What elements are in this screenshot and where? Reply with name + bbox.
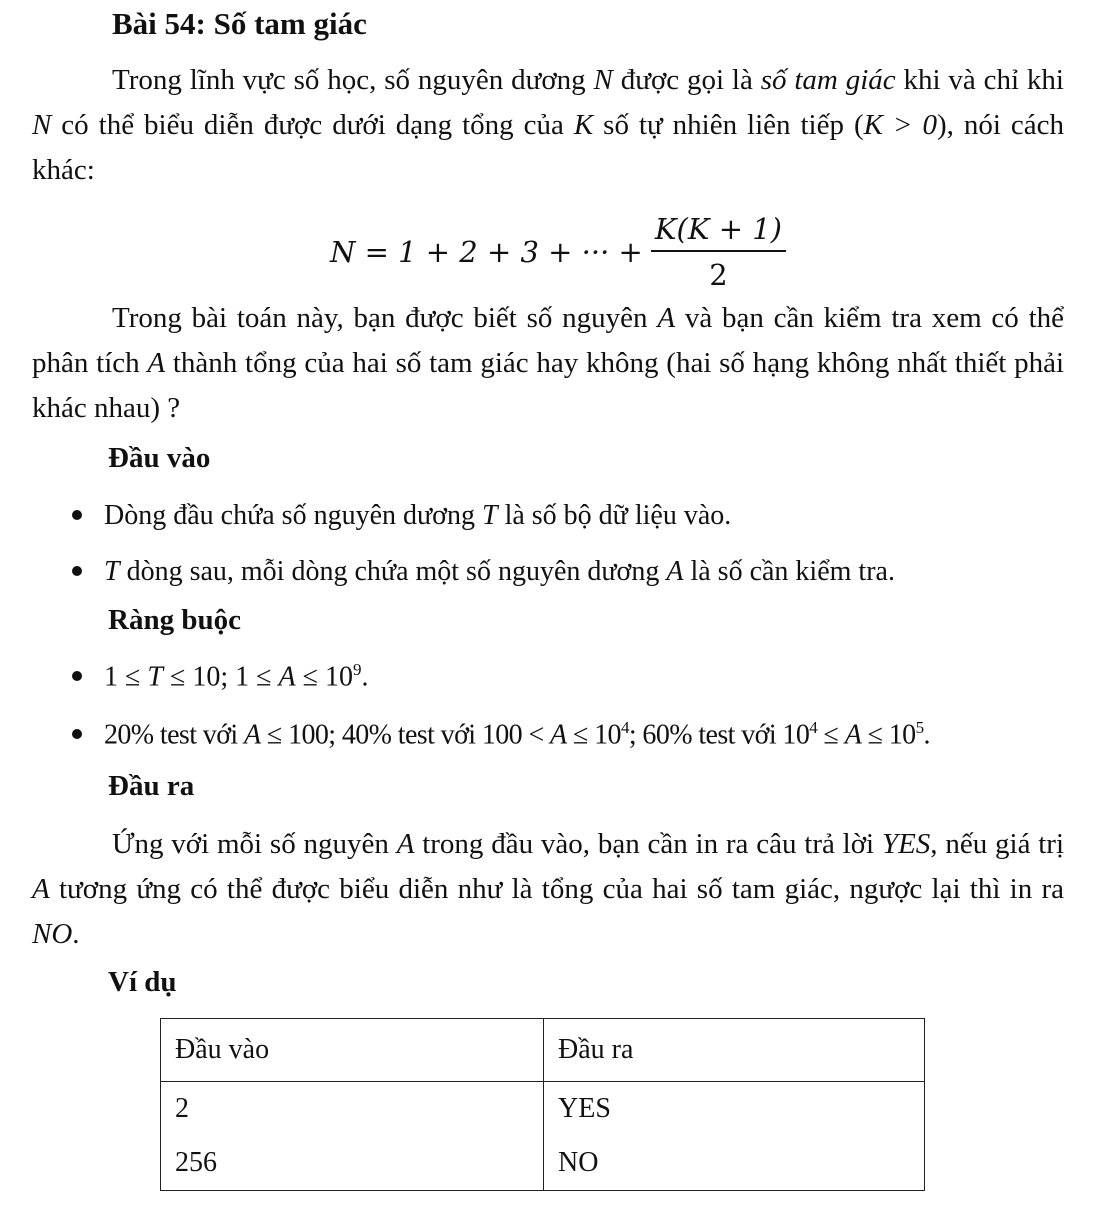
input-bullet-1 bbox=[72, 500, 731, 532]
text: ≤ 10 bbox=[295, 661, 353, 693]
output-heading: Đầu ra bbox=[108, 770, 195, 802]
text: là số cần kiểm tra. bbox=[683, 556, 895, 587]
text: là số bộ dữ liệu vào. bbox=[497, 500, 732, 531]
var-a: A bbox=[147, 347, 166, 379]
output-line: YES bbox=[558, 1093, 611, 1124]
input-bullet-2 bbox=[72, 556, 895, 588]
fraction-numerator: K(K + 1) bbox=[651, 212, 786, 252]
var-a: A bbox=[657, 302, 676, 334]
task-paragraph bbox=[32, 296, 1064, 431]
text: số tự nhiên liên tiếp ( bbox=[593, 109, 864, 141]
input-line: 2 bbox=[175, 1093, 189, 1124]
exponent: 4 bbox=[620, 718, 629, 737]
var-a: A bbox=[32, 873, 50, 905]
bullet-dot bbox=[72, 729, 82, 739]
text: ; 60% test với 10 bbox=[628, 719, 810, 751]
text: và bạn cần kiểm tra xem có thể phân tích bbox=[32, 302, 1064, 379]
fraction-denominator: 2 bbox=[709, 258, 728, 292]
term-triangular-number: số tam giác bbox=[760, 64, 896, 96]
output-paragraph bbox=[32, 822, 1064, 957]
text: . bbox=[361, 661, 369, 693]
var-t: T bbox=[147, 661, 163, 693]
text: có thể biểu diễn được dưới dạng tổng của bbox=[51, 109, 574, 141]
text: trong đầu vào, bạn cần in ra câu trả lời bbox=[414, 828, 882, 860]
text: ≤ 100; 40% test với 100 < bbox=[260, 719, 551, 751]
text: Ứng với mỗi số nguyên bbox=[112, 828, 397, 860]
var-n: N bbox=[32, 109, 52, 141]
exponent: 4 bbox=[809, 718, 818, 737]
var-n: N bbox=[593, 64, 613, 96]
var-k: K bbox=[573, 109, 594, 141]
table-header-row bbox=[161, 1019, 925, 1082]
exponent: 9 bbox=[352, 660, 362, 679]
intro-paragraph bbox=[32, 58, 1064, 193]
text: 1 ≤ bbox=[104, 661, 148, 693]
input-heading: Đầu vào bbox=[108, 442, 211, 474]
var-t: T bbox=[104, 556, 120, 587]
bullet-dot bbox=[72, 671, 82, 681]
text: , nếu giá trị bbox=[930, 828, 1065, 860]
text: 20% test với bbox=[104, 719, 244, 751]
text: được gọi là bbox=[612, 64, 761, 96]
text: Trong lĩnh vực số học, số nguyên dương bbox=[112, 64, 594, 96]
text: thành tổng của hai số tam giác hay không (hai số hạng không nhất thiết phải khác nhau) ? bbox=[32, 347, 1065, 424]
var-a: A bbox=[550, 719, 567, 751]
bullet-dot bbox=[72, 566, 82, 576]
output-cell bbox=[544, 1082, 925, 1191]
constraints-heading: Ràng buộc bbox=[108, 604, 241, 636]
var-a: A bbox=[278, 661, 296, 693]
formula-fraction bbox=[651, 212, 786, 292]
text: ), nói cách khác: bbox=[32, 109, 1064, 186]
constraint-bullet-1 bbox=[72, 660, 368, 693]
text: . bbox=[72, 918, 80, 950]
example-table bbox=[160, 1018, 925, 1191]
text: ≤ 10 bbox=[861, 719, 916, 751]
text: Dòng đầu chứa số nguyên dương bbox=[104, 500, 482, 531]
bullet-dot bbox=[72, 510, 82, 520]
answer-no: NO bbox=[32, 918, 73, 950]
exponent: 5 bbox=[915, 718, 924, 737]
text: khi và chỉ khi bbox=[895, 64, 1064, 96]
text: Trong bài toán này, bạn được biết số nguyên bbox=[112, 302, 658, 334]
problem-title: Bài 54: Số tam giác bbox=[112, 6, 367, 41]
text: ≤ 10; 1 ≤ bbox=[162, 661, 279, 693]
input-line: 256 bbox=[175, 1147, 217, 1178]
input-cell bbox=[161, 1082, 544, 1191]
table-header-input: Đầu vào bbox=[161, 1019, 544, 1082]
output-line: NO bbox=[558, 1147, 599, 1178]
var-a: A bbox=[844, 719, 862, 751]
text: ≤ bbox=[817, 719, 845, 751]
example-heading: Ví dụ bbox=[108, 966, 177, 998]
triangular-formula bbox=[330, 212, 786, 292]
var-a: A bbox=[244, 719, 261, 751]
text: tương ứng có thể được biểu diễn như là tổng của hai số tam giác, ngược lại thì in ra bbox=[49, 873, 1064, 905]
var-t: T bbox=[482, 500, 498, 531]
var-a: A bbox=[666, 556, 684, 587]
text: dòng sau, mỗi dòng chứa một số nguyên dương bbox=[119, 556, 667, 587]
text: ≤ 10 bbox=[566, 719, 621, 751]
answer-yes: YES bbox=[881, 828, 931, 860]
constraint-bullet-2 bbox=[72, 718, 930, 751]
formula-lhs: N = 1 + 2 + 3 + ··· + bbox=[330, 235, 643, 269]
condition-k: K > 0 bbox=[863, 109, 937, 141]
table-row bbox=[161, 1082, 925, 1191]
text: . bbox=[923, 719, 930, 751]
table-header-output: Đầu ra bbox=[544, 1019, 925, 1082]
var-a: A bbox=[396, 828, 415, 860]
